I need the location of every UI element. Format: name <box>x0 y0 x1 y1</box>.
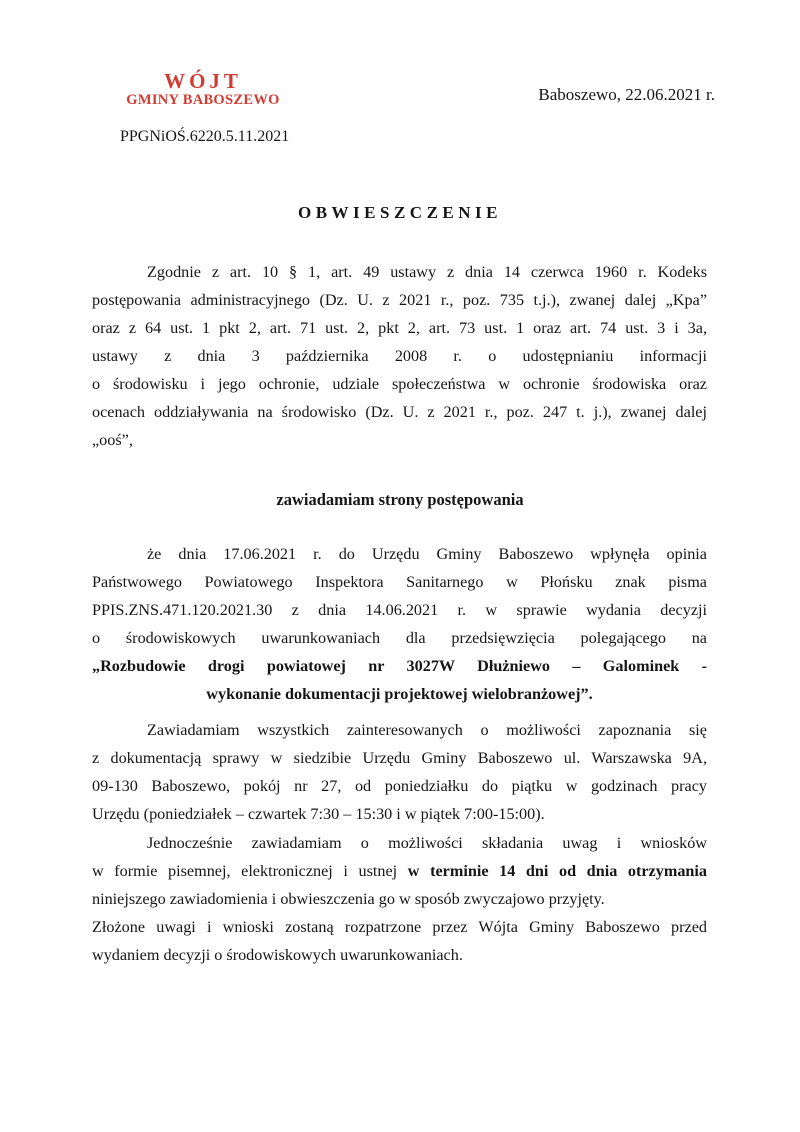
paragraph-line: Jednocześnie zawiadamiam o możliwości składania uwag i wniosków <box>147 834 707 852</box>
access-paragraph <box>92 716 707 828</box>
project-name-line: wykonanie dokumentacji projektowej wielobranżowej”. <box>206 685 593 703</box>
paragraph-line: niniejszego zawiadomienia i obwieszczenia go w sposób zwyczajowo przyjęty. <box>92 890 605 908</box>
paragraph-line: że dnia 17.06.2021 r. do Urzędu Gminy Baboszewo wpłynęła opinia <box>147 545 707 563</box>
paragraph-line: ocenach oddziaływania na środowisko (Dz. U. z 2021 r., poz. 247 t. j.), zwanej dalej <box>92 403 707 421</box>
document-title: OBWIESZCZENIE <box>298 203 502 222</box>
paragraph-line: Zawiadamiam wszystkich zainteresowanych o możliwości zapoznania się <box>147 721 707 739</box>
paragraph-line: Złożone uwagi i wnioski zostaną rozpatrzone przez Wójta Gminy Baboszewo przed <box>92 918 707 936</box>
paragraph-line <box>92 857 707 885</box>
opinion-paragraph <box>92 540 707 708</box>
paragraph-line: postępowania administracyjnego (Dz. U. z 2021 r., poz. 735 t.j.), zwanej dalej „Kpa” <box>92 291 707 309</box>
comments-paragraph <box>92 829 707 913</box>
paragraph-line: wydaniem decyzji o środowiskowych uwarunkowaniach. <box>92 946 463 964</box>
paragraph-line: o środowisku i jego ochronie, udziale społeczeństwa w ochronie środowiska oraz <box>92 375 707 393</box>
stamp-subtitle: GMINY BABOSZEWO <box>126 92 280 108</box>
paragraph-line: 09-130 Baboszewo, pokój nr 27, od poniedziałku do piątku w godzinach pracy <box>92 777 707 795</box>
paragraph-line: „ooś”, <box>92 431 133 449</box>
project-name-line: „Rozbudowie drogi powiatowej nr 3027W Dłużniewo – Galominek - <box>92 657 707 675</box>
paragraph-line: Urzędu (poniedziałek – czwartek 7:30 – 15:30 i w piątek 7:00-15:00). <box>92 805 545 823</box>
notify-heading: zawiadamiam strony postępowania <box>276 490 524 509</box>
line-text: w formie pisemnej, elektronicznej i ustnej <box>92 862 408 880</box>
paragraph-line: z dokumentacją sprawy w siedzibie Urzędu Gminy Baboszewo ul. Warszawska 9A, <box>92 749 707 767</box>
deadline-text: w terminie 14 dni od dnia otrzymania <box>407 862 708 880</box>
document-date: Baboszewo, 22.06.2021 r. <box>538 85 715 104</box>
paragraph-line: PPIS.ZNS.471.120.2021.30 z dnia 14.06.2021 r. w sprawie wydania decyzji <box>92 601 707 619</box>
official-stamp <box>108 70 298 109</box>
paragraph-line: oraz z 64 ust. 1 pkt 2, art. 71 ust. 2, pkt 2, art. 73 ust. 1 oraz art. 74 ust. 3 i 3a, <box>92 319 707 337</box>
legal-basis-paragraph <box>92 258 707 454</box>
reference-number: PPGNiOŚ.6220.5.11.2021 <box>120 128 290 145</box>
paragraph-line: ustawy z dnia 3 października 2008 r. o udostępnianiu informacji <box>92 347 707 365</box>
paragraph-line: Zgodnie z art. 10 § 1, art. 49 ustawy z dnia 14 czerwca 1960 r. Kodeks <box>147 263 707 281</box>
stamp-title: WÓJT <box>164 69 242 93</box>
paragraph-line: o środowiskowych uwarunkowaniach dla przedsięwzięcia polegającego na <box>92 629 707 647</box>
paragraph-line: Państwowego Powiatowego Inspektora Sanitarnego w Płońsku znak pisma <box>92 573 707 591</box>
closing-paragraph <box>92 913 707 969</box>
